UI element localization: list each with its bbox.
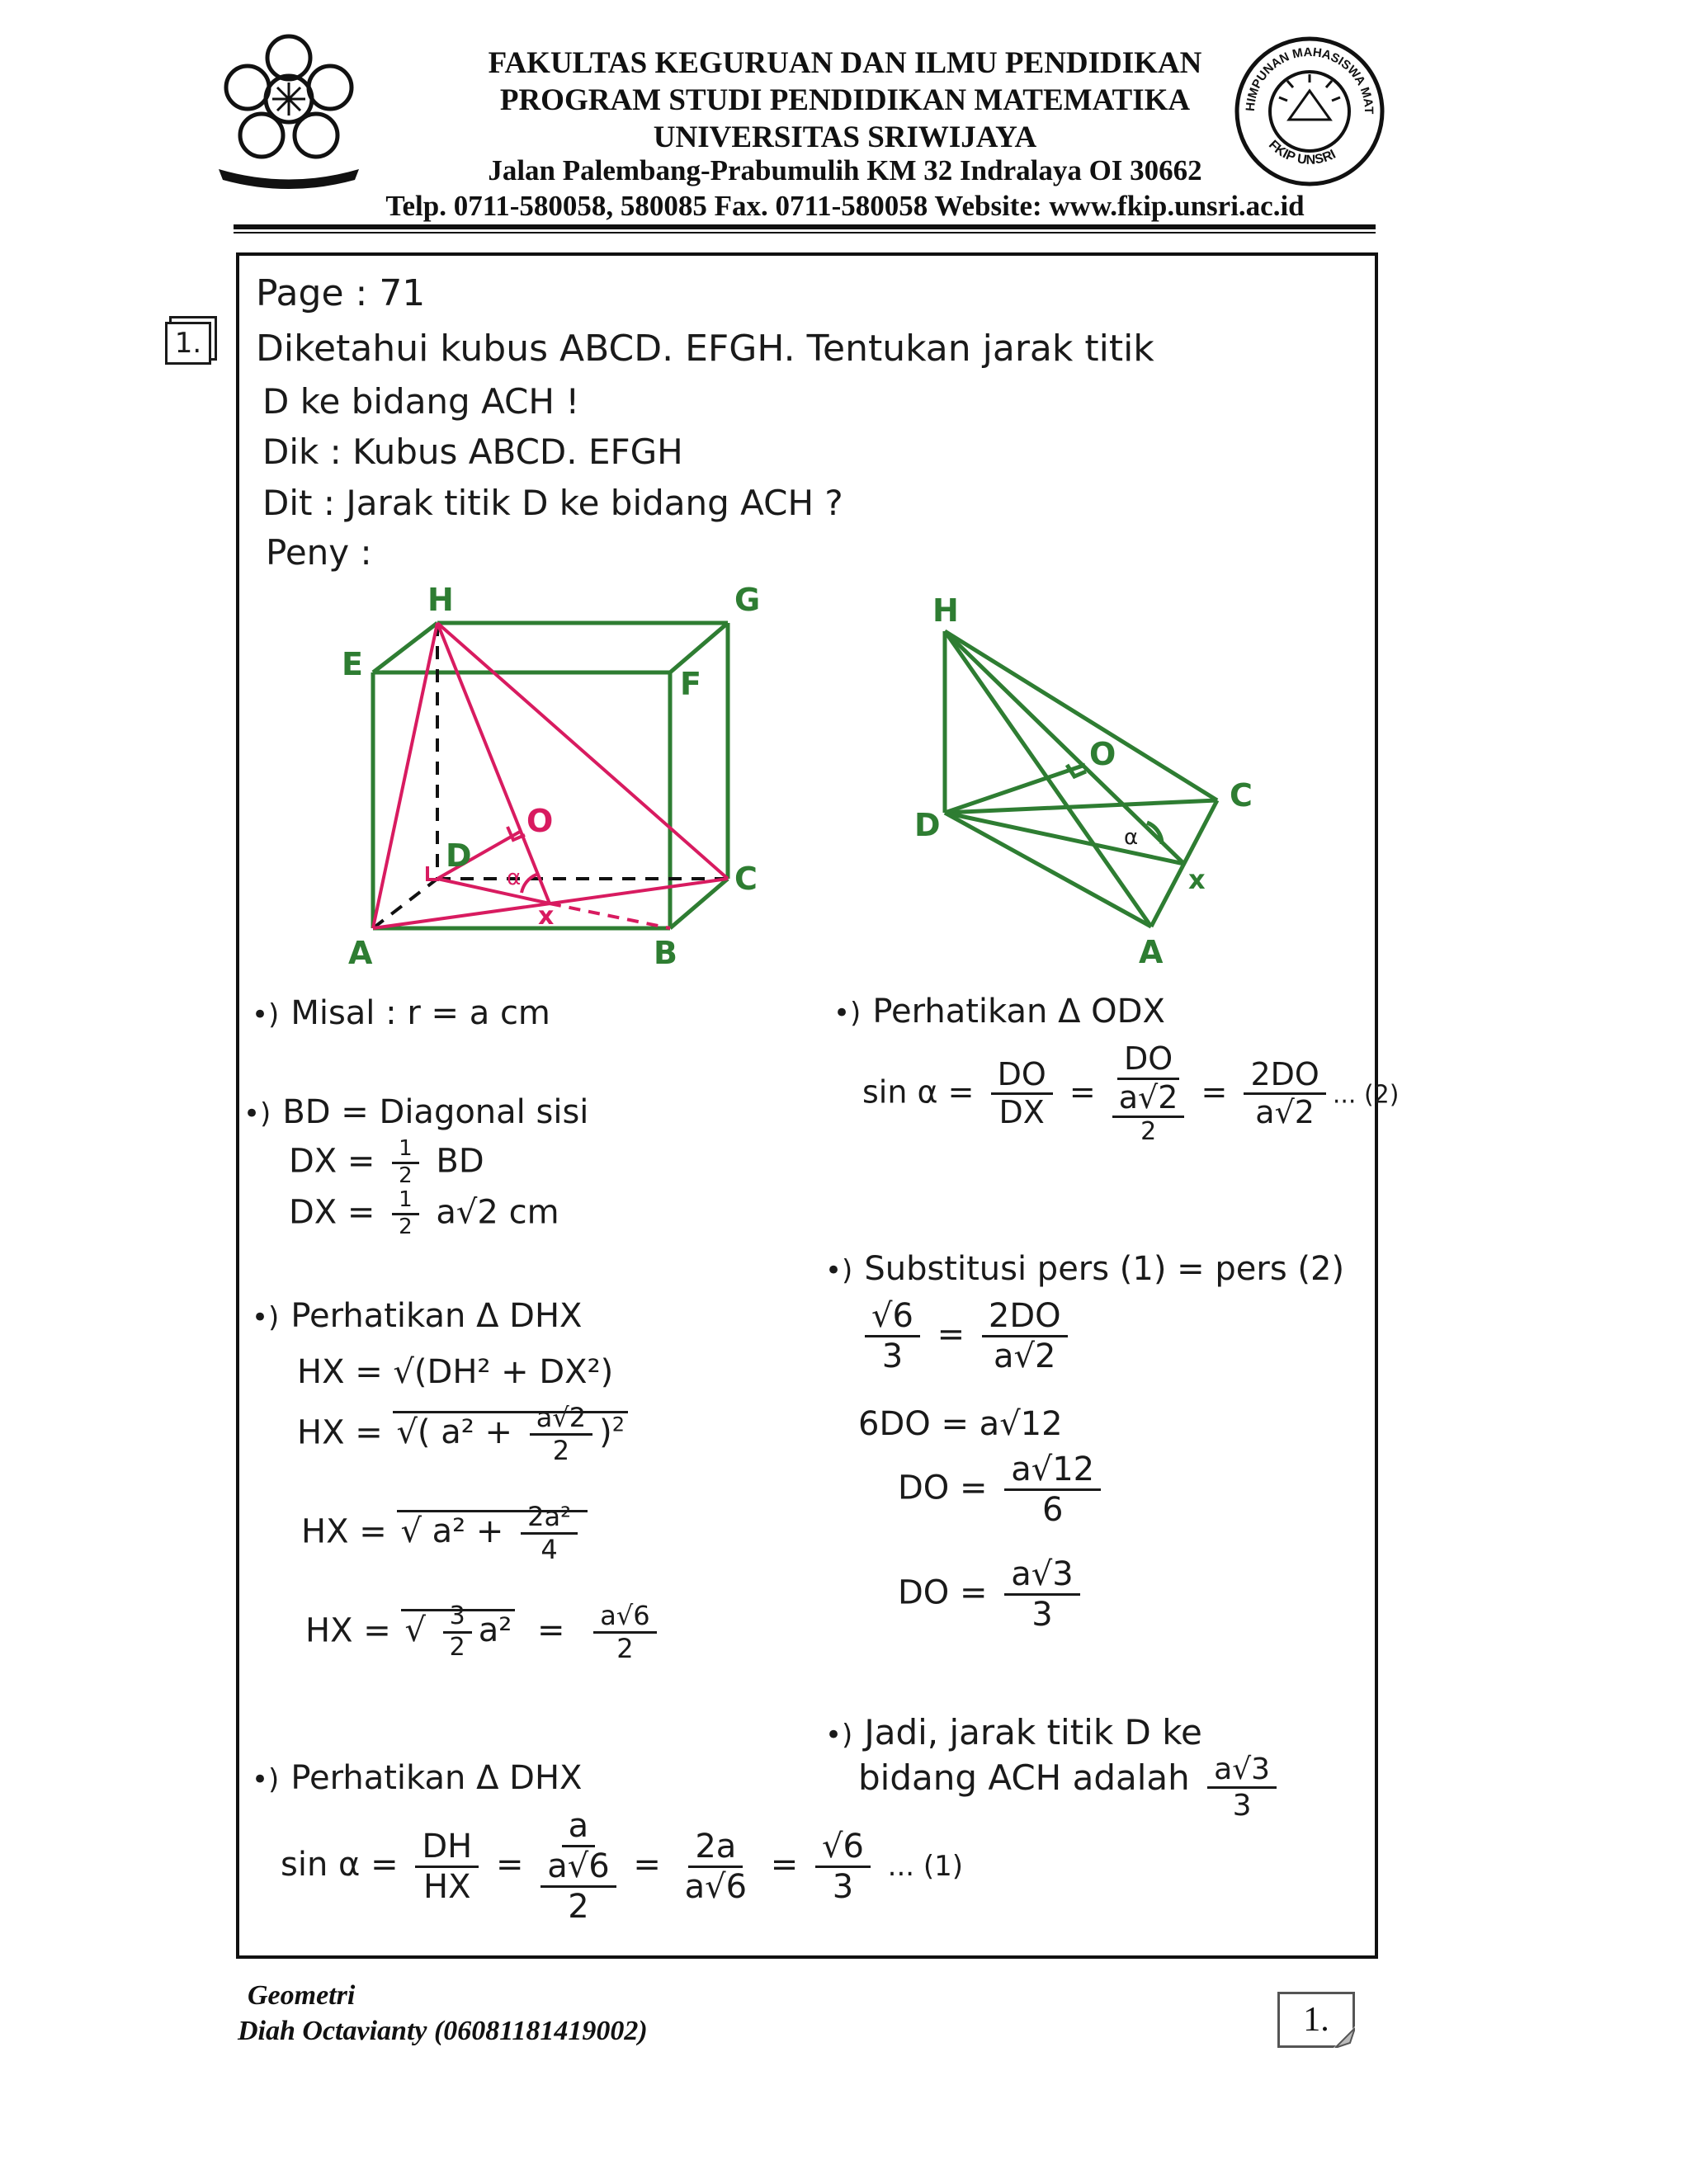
footer-page-number: 1. bbox=[1277, 1992, 1355, 2048]
dx2-num: 1 bbox=[392, 1188, 419, 1215]
hx-step-4: HX = √ $\frac{3}{2}$ a² = $\frac{a√6}{2}$ bbox=[305, 1601, 663, 1664]
label-d: D bbox=[446, 837, 472, 874]
header-line-4: Jalan Palembang-Prabumulih KM 32 Indralaya OI 30662 bbox=[488, 154, 1202, 186]
tetra-label-x: x bbox=[1188, 864, 1206, 895]
logo-text-unsri: UNSRI bbox=[1296, 147, 1338, 167]
tetra-label-h: H bbox=[932, 592, 959, 629]
perhatikan-dhx-2: •) Perhatikan Δ DHX bbox=[252, 1759, 583, 1797]
label-h: H bbox=[427, 582, 454, 618]
page-ref: Page : 71 bbox=[256, 272, 426, 314]
line-dx bbox=[437, 879, 550, 903]
subst-eq-1: $\frac{√6}{3}$ = $\frac{2DO}{a√2}$ bbox=[858, 1297, 1074, 1375]
label-alpha: α bbox=[507, 866, 522, 890]
svg-text:FKIP UNSRI bbox=[1266, 138, 1338, 167]
label-b: B bbox=[654, 935, 677, 971]
right-logo bbox=[1231, 33, 1388, 190]
dx1-den: 2 bbox=[399, 1163, 413, 1188]
tetra-label-alpha: α bbox=[1124, 825, 1139, 850]
tetra-da bbox=[945, 813, 1151, 927]
header-line-3: UNIVERSITAS SRIWIJAYA bbox=[653, 120, 1037, 154]
known: Dik : Kubus ABCD. EFGH bbox=[262, 432, 683, 472]
tetra-label-d: D bbox=[914, 807, 941, 843]
angle-arc bbox=[522, 875, 536, 893]
sin-alpha-odx: sin α = $\frac{DO}{DX}$ = DO a√2 2 = $\frac{2DO}{a√2}$ ... (2) bbox=[862, 1040, 1400, 1147]
sin-alpha-dhx: sin α = $\frac{DH}{HX}$ = a a√6 2 = $\frac{2a}{a√6}$ = $\frac{√6}{3}$ ... (1) bbox=[281, 1807, 964, 1926]
tetra-label-c: C bbox=[1230, 777, 1253, 814]
bd-line: •) BD = Diagonal sisi bbox=[243, 1093, 589, 1131]
logo-text-himpunan: HIMPUNAN bbox=[1243, 50, 1291, 112]
tetra-dx bbox=[945, 813, 1184, 864]
logo-text-mahasiswa: MAHASISWA bbox=[1291, 45, 1368, 88]
tetra-label-o: O bbox=[1089, 736, 1116, 772]
solution-label: Peny : bbox=[266, 532, 372, 573]
problem-number: 1. bbox=[165, 322, 211, 365]
subst-eq-3: DO = $\frac{a√12}{6}$ bbox=[898, 1450, 1107, 1529]
footer-course: Geometri bbox=[248, 1980, 356, 2011]
header-divider-thin bbox=[234, 232, 1376, 233]
label-e: E bbox=[342, 646, 363, 682]
dx-line-2: DX = $\frac{1}{2}$ a√2 cm bbox=[289, 1187, 559, 1239]
header-line-5: Telp. 0711-580058, 580085 Fax. 0711-580058 Website: www.fkip.unsri.ac.id bbox=[385, 190, 1305, 222]
header-line-2: PROGRAM STUDI PENDIDIKAN MATEMATIKA bbox=[499, 83, 1191, 117]
conclusion-1: •) Jadi, jarak titik D ke bbox=[825, 1712, 1202, 1752]
dx-line-1: DX = $\frac{1}{2}$ BD bbox=[289, 1136, 484, 1188]
line-xb bbox=[550, 903, 670, 928]
hx-step-3: HX = √ a² + $\frac{\text{2a²}}{4}$ bbox=[301, 1502, 588, 1565]
dx1-num: 1 bbox=[392, 1137, 419, 1164]
perhatikan-odx: •) Perhatikan Δ ODX bbox=[833, 993, 1165, 1031]
page-curl-icon bbox=[1334, 2026, 1355, 2048]
label-a: A bbox=[348, 935, 373, 971]
label-x: x bbox=[538, 902, 555, 931]
substitusi: •) Substitusi pers (1) = pers (2) bbox=[825, 1250, 1345, 1288]
label-o: O bbox=[526, 803, 554, 839]
label-g: G bbox=[734, 582, 761, 618]
asked: Dit : Jarak titik D ke bidang ACH ? bbox=[262, 483, 843, 523]
dx2-den: 2 bbox=[399, 1214, 413, 1239]
logo-text-fkip: FKIP bbox=[1266, 138, 1297, 165]
tetra-label-a: A bbox=[1139, 934, 1164, 970]
subst-eq-2: 6DO = a√12 bbox=[858, 1405, 1063, 1443]
misal-line: •) Misal : r = a cm bbox=[252, 994, 550, 1032]
cube-figure bbox=[330, 569, 792, 982]
label-c: C bbox=[734, 861, 758, 897]
subst-eq-4: DO = $\frac{a√3}{3}$ bbox=[898, 1555, 1087, 1634]
header-line-1: FAKULTAS KEGURUAN DAN ILMU PENDIDIKAN bbox=[488, 46, 1202, 80]
label-f: F bbox=[680, 666, 701, 702]
tri-ha bbox=[373, 623, 437, 928]
tetra-dc bbox=[945, 800, 1217, 813]
edge-fg bbox=[670, 623, 728, 672]
tetra-figure bbox=[899, 582, 1271, 978]
logo-text-matematika: MAT bbox=[1357, 85, 1376, 115]
hx-step-1: HX = √(DH² + DX²) bbox=[297, 1353, 614, 1391]
conclusion-2: bidang ACH adalah $\frac{a√3}{3}$ bbox=[858, 1757, 1283, 1823]
hx-step-2: HX = √( a² + $\frac{a√2}{2}$ )$^2$ bbox=[297, 1403, 628, 1466]
footer-author: Diah Octavianty (06081181419002) bbox=[238, 2016, 648, 2046]
perhatikan-dhx-1: •) Perhatikan Δ DHX bbox=[252, 1297, 583, 1335]
header-divider bbox=[234, 224, 1376, 229]
tetra-hx bbox=[945, 631, 1184, 864]
problem-statement-1: Diketahui kubus ABCD. EFGH. Tentukan jarak titik bbox=[256, 328, 1154, 370]
problem-statement-2: D ke bidang ACH ! bbox=[262, 381, 580, 422]
